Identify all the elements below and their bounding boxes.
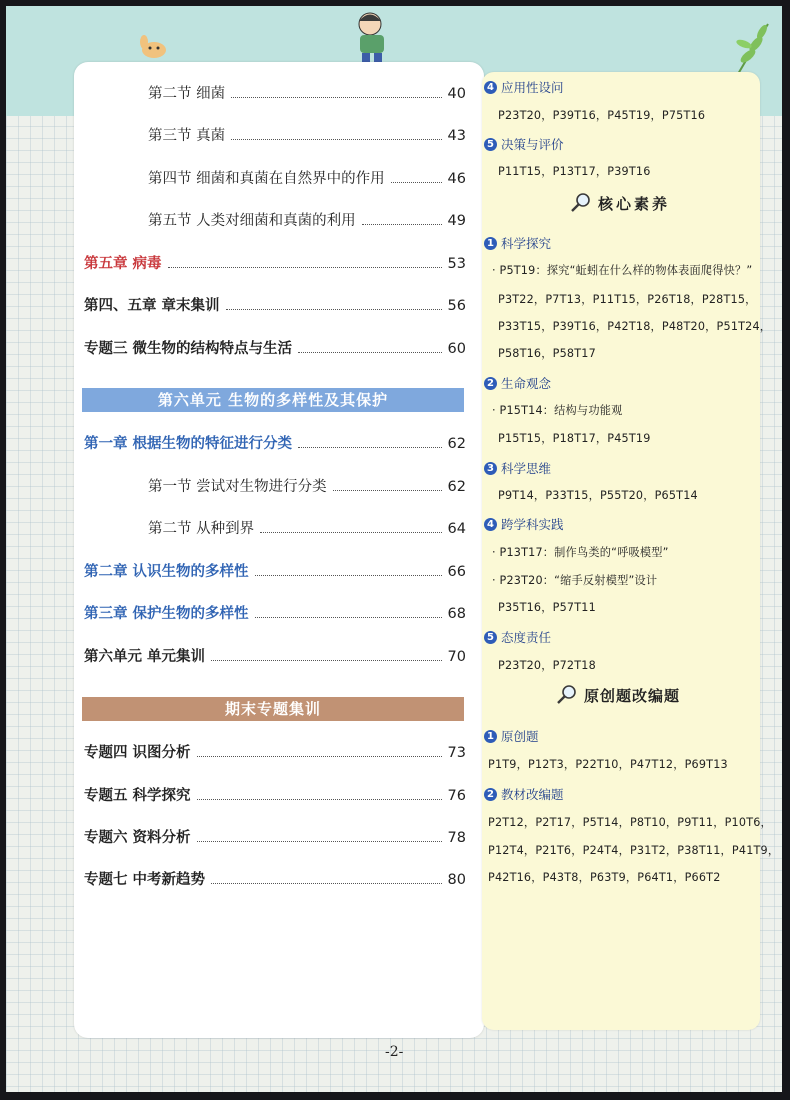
toc-label: 第二节 从种到界	[148, 521, 255, 537]
toc-page: 60	[447, 341, 466, 357]
dot-leader	[211, 660, 441, 661]
toc-topic[interactable]	[84, 784, 466, 806]
leaf-illustration	[728, 20, 774, 76]
toc-label: 专题五 科学探究	[84, 788, 191, 804]
toc-page: 46	[447, 171, 466, 187]
toc-page: 49	[447, 213, 466, 229]
ref-line: P12T4，P21T6，P24T4，P31T2，P38T11，P41T9，	[488, 844, 780, 857]
toc-label: 第三节 真菌	[148, 128, 226, 144]
toc-label: 第五节 人类对细菌和真菌的利用	[148, 213, 356, 229]
toc-page: 70	[447, 649, 466, 665]
toc-item[interactable]	[148, 475, 466, 497]
toc-label: 专题四 识图分析	[84, 745, 191, 761]
toc-label: 第一章 根据生物的特征进行分类	[84, 436, 293, 452]
toc-page: 40	[447, 86, 466, 102]
toc-page: 53	[447, 256, 466, 272]
dot-leader	[197, 841, 442, 842]
toc-page: 43	[447, 128, 466, 144]
ref-line: · P15T14：结构与功能观	[492, 404, 623, 417]
toc-page: 62	[447, 479, 466, 495]
section-label: 原创题	[501, 729, 539, 744]
ref-line: P35T16，P57T11	[498, 601, 596, 614]
toc-label: 第四、五章 章末集训	[84, 298, 220, 314]
section-label: 科学思维	[501, 461, 552, 476]
number-badge: 5	[484, 138, 497, 151]
toc-chapter[interactable]	[84, 645, 466, 667]
toc-label: 第五章 病毒	[84, 256, 162, 272]
toc-chapter[interactable]	[84, 432, 466, 454]
original-title	[556, 684, 680, 706]
toc-topic[interactable]	[84, 868, 466, 890]
dot-leader	[197, 756, 442, 757]
dot-leader	[298, 447, 442, 448]
final-banner: 期末专题集训	[82, 697, 464, 721]
number-badge: 2	[484, 788, 497, 801]
ref-line: P58T16，P58T17	[498, 347, 596, 360]
toc-topic[interactable]	[84, 741, 466, 763]
toc-topic[interactable]	[84, 337, 466, 359]
section-heading	[484, 785, 564, 803]
rabbit-illustration	[134, 34, 174, 60]
dot-leader	[260, 532, 441, 533]
dot-leader	[226, 309, 442, 310]
section-heading	[484, 135, 564, 153]
core-literacy-title	[570, 192, 670, 214]
section-heading	[484, 628, 551, 646]
section-label: 态度责任	[501, 630, 552, 645]
number-badge: 3	[484, 462, 497, 475]
toc-page: 78	[447, 830, 466, 846]
toc-label: 专题七 中考新趋势	[84, 872, 206, 888]
section-label: 跨学科实践	[501, 517, 564, 532]
toc-item[interactable]	[148, 167, 466, 189]
toc-page: 80	[447, 872, 466, 888]
number-badge: 4	[484, 518, 497, 531]
toc-label: 专题三 微生物的结构特点与生活	[84, 341, 293, 357]
ref-line: P15T15，P18T17，P45T19	[498, 432, 651, 445]
toc-item[interactable]	[148, 517, 466, 539]
ref-line: P23T20，P39T16，P45T19，P75T16	[498, 109, 706, 122]
unit-banner: 第六单元 生物的多样性及其保护	[82, 388, 464, 412]
ref-line: · P23T20：“缩手反射模型”设计	[492, 574, 658, 587]
toc-page: 73	[447, 745, 466, 761]
ref-line: P33T15，P39T16，P42T18，P48T20，P51T24，	[498, 320, 772, 333]
ref-line: P3T22，P7T13，P11T15，P26T18，P28T15，	[498, 293, 757, 306]
section-label: 科学探究	[501, 236, 552, 251]
title-text: 原创题改编题	[584, 686, 681, 705]
kid-illustration	[348, 8, 402, 68]
toc-item[interactable]	[148, 82, 466, 104]
toc-label: 第二节 细菌	[148, 86, 226, 102]
toc-label: 专题六 资料分析	[84, 830, 191, 846]
toc-chapter[interactable]	[84, 294, 466, 316]
toc-label: 第六单元 单元集训	[84, 649, 206, 665]
section-label: 决策与评价	[501, 137, 564, 152]
number-badge: 1	[484, 237, 497, 250]
toc-topic[interactable]	[84, 826, 466, 848]
section-label: 生命观念	[501, 376, 552, 391]
ref-line: P9T14，P33T15，P55T20，P65T14	[498, 489, 698, 502]
ref-line: · P5T19：探究“蚯蚓在什么样的物体表面爬得快？”	[492, 264, 753, 277]
dot-leader	[391, 182, 442, 183]
ref-line: P2T12，P2T17，P5T14，P8T10，P9T11，P10T6，	[488, 816, 772, 829]
toc-page: 66	[447, 564, 466, 580]
toc-item[interactable]	[148, 124, 466, 146]
page-number: -2-	[385, 1044, 404, 1060]
section-heading	[484, 515, 564, 533]
dot-leader	[298, 352, 442, 353]
section-heading	[484, 234, 551, 252]
ref-line: P1T9，P12T3，P22T10，P47T12，P69T13	[488, 758, 728, 771]
toc-item[interactable]	[148, 209, 466, 231]
dot-leader	[362, 224, 442, 225]
section-label: 教材改编题	[501, 787, 564, 802]
toc-page: 68	[447, 606, 466, 622]
dot-leader	[231, 97, 441, 98]
toc-page: 76	[447, 788, 466, 804]
ref-line: · P13T17：制作鸟类的“呼吸模型”	[492, 546, 669, 559]
dot-leader	[231, 139, 441, 140]
toc-label: 第二章 认识生物的多样性	[84, 564, 249, 580]
toc-label: 第三章 保护生物的多样性	[84, 606, 249, 622]
dot-leader	[211, 883, 441, 884]
number-badge: 5	[484, 631, 497, 644]
magnifier-icon	[556, 684, 578, 706]
magnifier-icon	[570, 192, 592, 214]
number-badge: 2	[484, 377, 497, 390]
toc-label: 第四节 细菌和真菌在自然界中的作用	[148, 171, 385, 187]
dot-leader	[197, 799, 442, 800]
toc-page: 64	[447, 521, 466, 537]
dot-leader	[168, 267, 442, 268]
ref-line: P23T20，P72T18	[498, 659, 596, 672]
toc-chapter[interactable]	[84, 560, 466, 582]
toc-chapter[interactable]	[84, 602, 466, 624]
title-text: 核心素养	[598, 194, 671, 213]
toc-page: 62	[447, 436, 466, 452]
number-badge: 4	[484, 81, 497, 94]
toc-page: 56	[447, 298, 466, 314]
section-label: 应用性设问	[501, 80, 564, 95]
ref-line: P42T16，P43T8，P63T9，P64T1，P66T2	[488, 871, 721, 884]
dot-leader	[333, 490, 442, 491]
dot-leader	[255, 575, 442, 576]
toc-chapter[interactable]	[84, 252, 466, 274]
section-heading	[484, 78, 564, 96]
toc-label: 第一节 尝试对生物进行分类	[148, 479, 327, 495]
dot-leader	[255, 617, 442, 618]
ref-line: P11T15，P13T17，P39T16	[498, 165, 651, 178]
section-heading	[484, 459, 551, 477]
section-heading	[484, 727, 539, 745]
section-heading	[484, 374, 551, 392]
number-badge: 1	[484, 730, 497, 743]
